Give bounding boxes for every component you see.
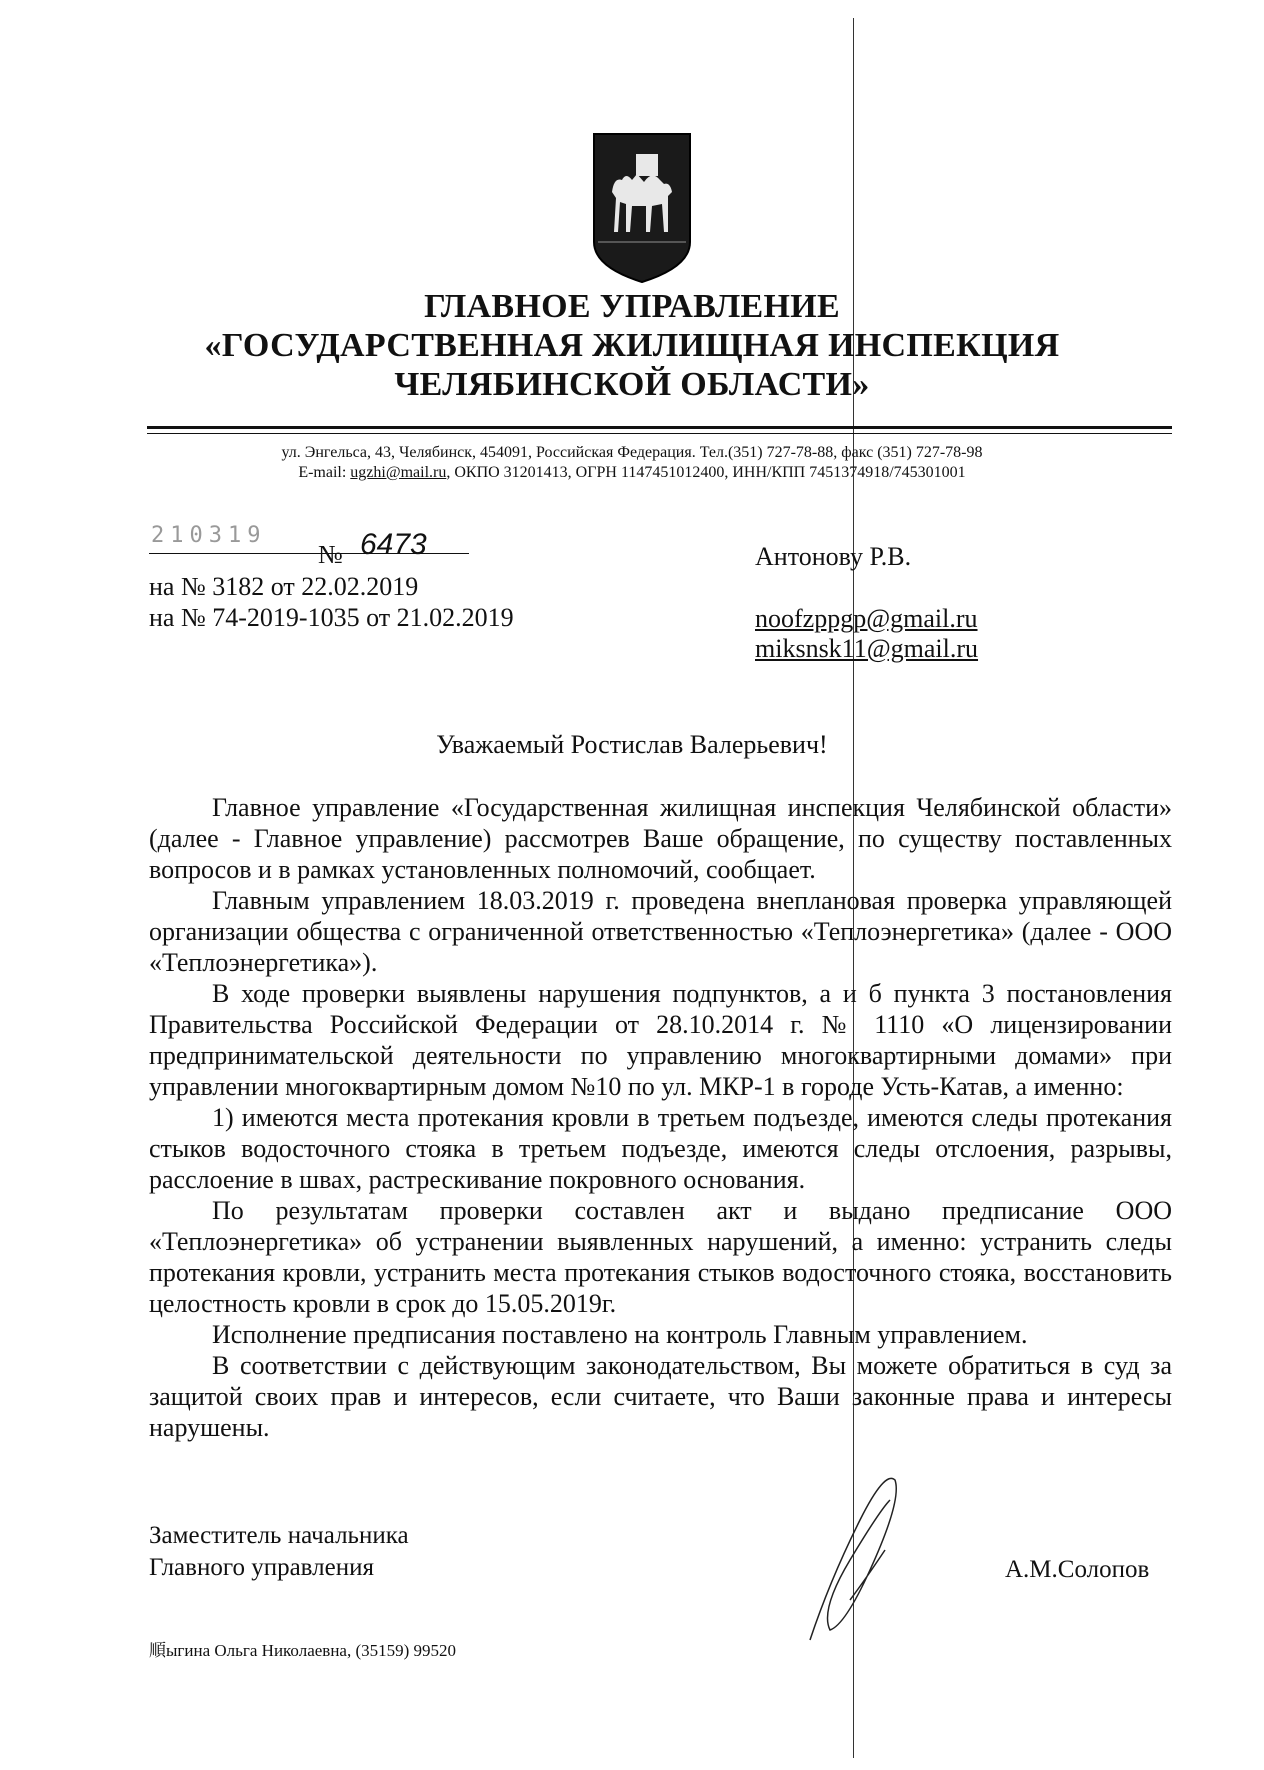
paragraph: В ходе проверки выявлены нарушения подпунктов, а и б пункта 3 постановления Правительства Российской Федерации от 28.10.2014 г. № 1110 «О лицензировании предпринимательской деятельности по управлению многоквартирными домами» при управлении многоквартирным домом №10 по ул. МКР-1 в городе Усть-Катав, а именно: xyxy=(149,979,1172,1101)
org-requisites xyxy=(0,464,1264,482)
header-double-rule xyxy=(147,426,1172,434)
signatory-position-2: Главного управления xyxy=(149,1554,374,1581)
registry-numbers: , ОКПО 31201413, ОГРН 1147451012400, ИНН/КПП 7451374918/745301001 xyxy=(446,464,966,481)
reference-1: на № 3182 от 22.02.2019 xyxy=(149,572,419,601)
org-title-line1: ГЛАВНОЕ УПРАВЛЕНИЕ xyxy=(424,288,840,325)
paragraph: По результатам проверки составлен акт и выдано предписание ООО «Теплоэнергетика» об устранении выявленных нарушений, а именно: устранить следы протекания кровли, устранить места протекания стыков водосточного стояка, восстановить целостность кровли в срок до 15.05.2019г. xyxy=(149,1196,1172,1318)
paragraph: 1) имеются места протекания кровли в третьем подъезде, имеются следы протекания стыков водосточного стояка в третьем подъезде, имеются следы отслоения, разрывы, расслоение в швах, растрескивание покровного основания. xyxy=(149,1103,1172,1194)
paragraph: Исполнение предписания поставлено на контроль Главным управлением. xyxy=(212,1320,1028,1349)
email-label: E-mail: xyxy=(298,464,351,481)
letter-body xyxy=(149,792,1172,1443)
org-title-line2: «ГОСУДАРСТВЕННАЯ ЖИЛИЩНАЯ ИНСПЕКЦИЯ xyxy=(204,327,1060,364)
org-title-line3: ЧЕЛЯБИНСКОЙ ОБЛАСТИ» xyxy=(394,366,870,403)
addressee-email-1[interactable]: noofzppgp@gmail.ru xyxy=(755,604,978,633)
addressee-email-2[interactable]: miksnsk11@gmail.ru xyxy=(755,634,979,663)
outgoing-number: 6473 xyxy=(360,528,427,561)
paragraph: Главным управлением 18.03.2019 г. проведена внеплановая проверка управляющей организации общества с ограниченной ответственностью «Теплоэнергетика» (далее - ООО «Теплоэнергетика»). xyxy=(149,886,1172,977)
greeting: Уважаемый Ростислав Валерьевич! xyxy=(436,730,828,759)
handwritten-signature xyxy=(790,1460,930,1650)
addressee-name: Антонову Р.В. xyxy=(755,542,912,571)
number-sign: № xyxy=(318,540,343,569)
org-address: ул. Энгельса, 43, Челябинск, 454091, Российская Федерация. Тел.(351) 727-78-88, факс (351) 727-78-98 xyxy=(281,444,983,461)
chelyabinsk-coat-of-arms-emblem xyxy=(592,132,692,284)
signatory-name: А.М.Солопов xyxy=(1005,1556,1150,1583)
reference-2: на № 74-2019-1035 от 21.02.2019 xyxy=(149,603,514,632)
paragraph: Главное управление «Государственная жилищная инспекция Челябинской области» (далее - Главное управление) рассмотрев Ваше обращение, по существу поставленных вопросов и в рамках установленных полномочий, сообщает. xyxy=(149,793,1172,884)
signatory-position-1: Заместитель начальника xyxy=(149,1522,409,1549)
org-email-link[interactable]: ugzhi@mail.ru xyxy=(350,464,447,481)
executor-contact: 順ыгина Ольга Николаевна, (35159) 99520 xyxy=(149,1641,457,1660)
paragraph: В соответствии с действующим законодательством, Вы можете обратиться в суд за защитой своих прав и интересов, если считаете, что Ваши законные права и интересы нарушены. xyxy=(149,1351,1172,1442)
date-stamp: 210319 xyxy=(151,523,267,548)
